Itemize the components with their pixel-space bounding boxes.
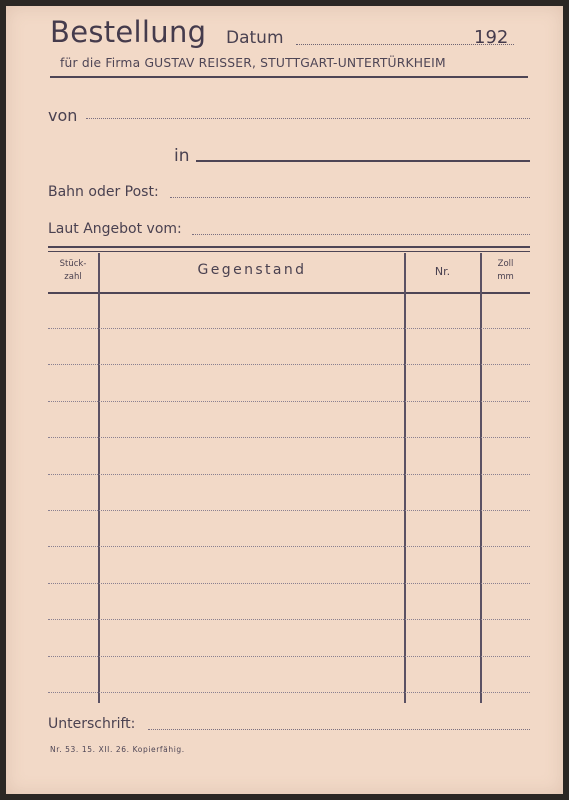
table-row[interactable] (48, 583, 530, 584)
in-label: in (174, 146, 190, 166)
col-header-nr: Nr. (434, 265, 451, 278)
angebot-field[interactable] (192, 234, 530, 235)
angebot-label: Laut Angebot vom: (48, 221, 182, 237)
table-top-rule-1 (48, 246, 530, 248)
table-top-rule-2 (48, 251, 530, 252)
signature-field[interactable] (148, 729, 530, 730)
in-field[interactable] (196, 160, 530, 162)
col-header-zoll (481, 258, 530, 284)
col-header-stueckzahl-line1: Stück- (59, 259, 87, 269)
col-header-zoll-line2: mm (497, 272, 514, 283)
table-row[interactable] (48, 510, 530, 511)
bahn-label: Bahn oder Post: (48, 184, 159, 200)
col-header-zoll-line1: Zoll (497, 259, 514, 269)
table-row[interactable] (48, 328, 530, 329)
signature-label: Unterschrift: (48, 716, 136, 732)
table-row[interactable] (48, 364, 530, 365)
footer-note: Nr. 53. 15. XII. 26. Kopierfähig. (50, 745, 185, 754)
form-title: Bestellung (50, 15, 207, 49)
table-row[interactable] (48, 619, 530, 620)
col-divider-3 (480, 253, 482, 703)
table-header-rule (48, 292, 530, 294)
col-header-gegenstand: Gegenstand (197, 262, 307, 278)
col-header-stueckzahl-line2: zahl (64, 272, 82, 283)
col-header-stueckzahl (50, 258, 96, 284)
datum-label: Datum (226, 28, 284, 48)
table-row[interactable] (48, 401, 530, 402)
table-row[interactable] (48, 474, 530, 475)
table-row[interactable] (48, 656, 530, 657)
von-label: von (48, 106, 78, 125)
bahn-field[interactable] (170, 197, 530, 198)
firm-line: für die Firma GUSTAV REISSER, STUTTGART-UNTERTÜRKHEIM (60, 56, 446, 70)
von-field[interactable] (86, 118, 530, 119)
order-form-sheet (6, 6, 563, 794)
table-row[interactable] (48, 437, 530, 438)
table-row[interactable] (48, 692, 530, 693)
header-rule (50, 76, 528, 78)
col-divider-2 (404, 253, 406, 703)
year-prefix: 192 (474, 27, 509, 48)
table-row[interactable] (48, 546, 530, 547)
col-divider-1 (98, 253, 100, 703)
